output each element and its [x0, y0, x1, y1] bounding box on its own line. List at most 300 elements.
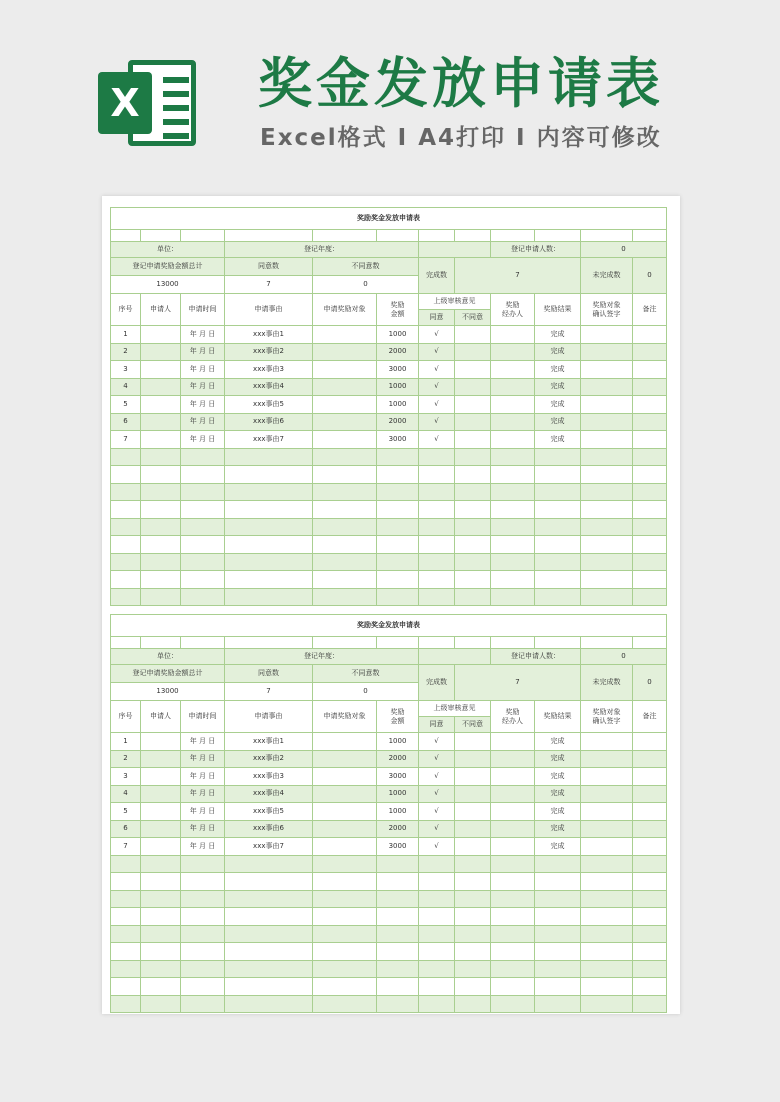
cell-time[interactable]: 年 月 日 — [181, 361, 225, 379]
cell-result[interactable]: 完成 — [535, 733, 581, 751]
cell-disagree[interactable] — [455, 995, 491, 1013]
cell-handler[interactable] — [491, 343, 535, 361]
cell-disagree[interactable] — [455, 483, 491, 501]
cell-no[interactable] — [111, 588, 141, 606]
cell-result[interactable] — [535, 995, 581, 1013]
cell-result[interactable] — [535, 908, 581, 926]
cell-amount[interactable]: 1000 — [377, 396, 419, 414]
cell-agree[interactable]: √ — [419, 820, 455, 838]
cell-result[interactable] — [535, 536, 581, 554]
cell-reason[interactable]: xxx事由2 — [225, 343, 313, 361]
cell-no[interactable] — [111, 536, 141, 554]
cell-result[interactable]: 完成 — [535, 361, 581, 379]
cell-no[interactable] — [111, 466, 141, 484]
cell-no[interactable]: 3 — [111, 768, 141, 786]
cell-agree[interactable]: √ — [419, 838, 455, 856]
cell-note[interactable] — [633, 553, 667, 571]
cell-no[interactable] — [111, 978, 141, 996]
cell-no[interactable]: 4 — [111, 785, 141, 803]
cell-agree[interactable] — [419, 855, 455, 873]
cell-time[interactable] — [181, 890, 225, 908]
cell-disagree[interactable] — [455, 536, 491, 554]
cell-disagree[interactable] — [455, 326, 491, 344]
cell-amount[interactable] — [377, 855, 419, 873]
cell-time[interactable]: 年 月 日 — [181, 785, 225, 803]
cell-result[interactable] — [535, 483, 581, 501]
cell-sign[interactable] — [581, 343, 633, 361]
cell-amount[interactable] — [377, 588, 419, 606]
cell-amount[interactable]: 2000 — [377, 820, 419, 838]
cell-target[interactable] — [313, 890, 377, 908]
cell-no[interactable] — [111, 960, 141, 978]
cell-amount[interactable] — [377, 536, 419, 554]
cell-handler[interactable] — [491, 571, 535, 589]
cell-agree[interactable]: √ — [419, 343, 455, 361]
cell-result[interactable]: 完成 — [535, 750, 581, 768]
cell-target[interactable] — [313, 588, 377, 606]
cell-amount[interactable]: 1000 — [377, 733, 419, 751]
cell-handler[interactable] — [491, 750, 535, 768]
cell-note[interactable] — [633, 890, 667, 908]
cell-disagree[interactable] — [455, 518, 491, 536]
cell-disagree[interactable] — [455, 820, 491, 838]
cell-applicant[interactable] — [141, 733, 181, 751]
cell-agree[interactable] — [419, 588, 455, 606]
cell-time[interactable]: 年 月 日 — [181, 413, 225, 431]
year-value[interactable] — [419, 242, 491, 258]
cell-applicant[interactable] — [141, 378, 181, 396]
cell-amount[interactable] — [377, 553, 419, 571]
cell-sign[interactable] — [581, 838, 633, 856]
cell-sign[interactable] — [581, 733, 633, 751]
cell-reason[interactable] — [225, 536, 313, 554]
cell-amount[interactable]: 1000 — [377, 785, 419, 803]
cell-time[interactable] — [181, 466, 225, 484]
cell-handler[interactable] — [491, 995, 535, 1013]
cell-sign[interactable] — [581, 431, 633, 449]
cell-no[interactable] — [111, 890, 141, 908]
cell-sign[interactable] — [581, 873, 633, 891]
cell-applicant[interactable] — [141, 785, 181, 803]
cell-disagree[interactable] — [455, 873, 491, 891]
cell-time[interactable] — [181, 978, 225, 996]
cell-handler[interactable] — [491, 960, 535, 978]
cell-sign[interactable] — [581, 960, 633, 978]
cell-amount[interactable] — [377, 501, 419, 519]
cell-reason[interactable] — [225, 943, 313, 961]
cell-reason[interactable] — [225, 873, 313, 891]
cell-time[interactable] — [181, 501, 225, 519]
cell-sign[interactable] — [581, 588, 633, 606]
cell-amount[interactable] — [377, 483, 419, 501]
cell-handler[interactable] — [491, 483, 535, 501]
cell-target[interactable] — [313, 396, 377, 414]
cell-sign[interactable] — [581, 326, 633, 344]
cell-agree[interactable] — [419, 448, 455, 466]
cell-agree[interactable] — [419, 466, 455, 484]
cell-amount[interactable] — [377, 925, 419, 943]
cell-time[interactable] — [181, 855, 225, 873]
cell-applicant[interactable] — [141, 855, 181, 873]
cell-no[interactable]: 2 — [111, 343, 141, 361]
cell-handler[interactable] — [491, 448, 535, 466]
cell-time[interactable]: 年 月 日 — [181, 396, 225, 414]
cell-disagree[interactable] — [455, 466, 491, 484]
cell-no[interactable]: 6 — [111, 413, 141, 431]
cell-disagree[interactable] — [455, 571, 491, 589]
cell-amount[interactable] — [377, 518, 419, 536]
cell-sign[interactable] — [581, 750, 633, 768]
cell-note[interactable] — [633, 588, 667, 606]
cell-applicant[interactable] — [141, 518, 181, 536]
cell-target[interactable] — [313, 995, 377, 1013]
cell-disagree[interactable] — [455, 908, 491, 926]
cell-time[interactable]: 年 月 日 — [181, 803, 225, 821]
cell-amount[interactable] — [377, 908, 419, 926]
cell-target[interactable] — [313, 378, 377, 396]
cell-note[interactable] — [633, 431, 667, 449]
cell-note[interactable] — [633, 838, 667, 856]
cell-time[interactable] — [181, 995, 225, 1013]
cell-agree[interactable] — [419, 518, 455, 536]
cell-sign[interactable] — [581, 785, 633, 803]
cell-note[interactable] — [633, 960, 667, 978]
cell-reason[interactable]: xxx事由6 — [225, 413, 313, 431]
cell-note[interactable] — [633, 536, 667, 554]
cell-agree[interactable]: √ — [419, 413, 455, 431]
cell-applicant[interactable] — [141, 768, 181, 786]
cell-handler[interactable] — [491, 873, 535, 891]
cell-note[interactable] — [633, 483, 667, 501]
cell-handler[interactable] — [491, 536, 535, 554]
cell-applicant[interactable] — [141, 326, 181, 344]
cell-target[interactable] — [313, 326, 377, 344]
cell-result[interactable]: 完成 — [535, 326, 581, 344]
cell-applicant[interactable] — [141, 925, 181, 943]
cell-no[interactable]: 2 — [111, 750, 141, 768]
cell-time[interactable]: 年 月 日 — [181, 326, 225, 344]
cell-handler[interactable] — [491, 978, 535, 996]
cell-result[interactable]: 完成 — [535, 413, 581, 431]
cell-handler[interactable] — [491, 855, 535, 873]
cell-sign[interactable] — [581, 978, 633, 996]
cell-result[interactable]: 完成 — [535, 431, 581, 449]
cell-reason[interactable]: xxx事由1 — [225, 326, 313, 344]
cell-agree[interactable]: √ — [419, 361, 455, 379]
cell-handler[interactable] — [491, 431, 535, 449]
cell-target[interactable] — [313, 483, 377, 501]
cell-reason[interactable]: xxx事由4 — [225, 785, 313, 803]
cell-handler[interactable] — [491, 361, 535, 379]
cell-disagree[interactable] — [455, 803, 491, 821]
cell-reason[interactable] — [225, 571, 313, 589]
cell-disagree[interactable] — [455, 501, 491, 519]
cell-target[interactable] — [313, 553, 377, 571]
cell-no[interactable] — [111, 943, 141, 961]
cell-time[interactable] — [181, 873, 225, 891]
cell-target[interactable] — [313, 518, 377, 536]
cell-applicant[interactable] — [141, 960, 181, 978]
cell-target[interactable] — [313, 960, 377, 978]
cell-handler[interactable] — [491, 803, 535, 821]
cell-time[interactable]: 年 月 日 — [181, 431, 225, 449]
cell-note[interactable] — [633, 750, 667, 768]
cell-reason[interactable] — [225, 960, 313, 978]
cell-note[interactable] — [633, 873, 667, 891]
cell-amount[interactable]: 3000 — [377, 838, 419, 856]
cell-applicant[interactable] — [141, 943, 181, 961]
cell-result[interactable] — [535, 553, 581, 571]
cell-applicant[interactable] — [141, 343, 181, 361]
cell-reason[interactable] — [225, 855, 313, 873]
cell-no[interactable]: 1 — [111, 733, 141, 751]
cell-disagree[interactable] — [455, 413, 491, 431]
cell-handler[interactable] — [491, 396, 535, 414]
cell-no[interactable] — [111, 571, 141, 589]
cell-sign[interactable] — [581, 925, 633, 943]
cell-target[interactable] — [313, 908, 377, 926]
cell-disagree[interactable] — [455, 588, 491, 606]
cell-sign[interactable] — [581, 820, 633, 838]
cell-agree[interactable] — [419, 536, 455, 554]
cell-note[interactable] — [633, 995, 667, 1013]
cell-reason[interactable] — [225, 978, 313, 996]
cell-disagree[interactable] — [455, 838, 491, 856]
cell-disagree[interactable] — [455, 925, 491, 943]
cell-handler[interactable] — [491, 378, 535, 396]
cell-no[interactable]: 6 — [111, 820, 141, 838]
cell-note[interactable] — [633, 785, 667, 803]
cell-amount[interactable] — [377, 571, 419, 589]
cell-time[interactable]: 年 月 日 — [181, 838, 225, 856]
cell-disagree[interactable] — [455, 890, 491, 908]
cell-amount[interactable] — [377, 978, 419, 996]
cell-agree[interactable] — [419, 925, 455, 943]
cell-note[interactable] — [633, 768, 667, 786]
cell-agree[interactable] — [419, 483, 455, 501]
cell-time[interactable]: 年 月 日 — [181, 750, 225, 768]
cell-disagree[interactable] — [455, 343, 491, 361]
cell-target[interactable] — [313, 978, 377, 996]
cell-agree[interactable] — [419, 960, 455, 978]
cell-disagree[interactable] — [455, 378, 491, 396]
cell-time[interactable]: 年 月 日 — [181, 768, 225, 786]
cell-disagree[interactable] — [455, 553, 491, 571]
cell-applicant[interactable] — [141, 483, 181, 501]
cell-amount[interactable] — [377, 995, 419, 1013]
cell-handler[interactable] — [491, 466, 535, 484]
cell-no[interactable] — [111, 908, 141, 926]
cell-sign[interactable] — [581, 361, 633, 379]
cell-target[interactable] — [313, 733, 377, 751]
cell-target[interactable] — [313, 768, 377, 786]
cell-target[interactable] — [313, 448, 377, 466]
cell-reason[interactable] — [225, 448, 313, 466]
cell-result[interactable]: 完成 — [535, 838, 581, 856]
cell-no[interactable]: 5 — [111, 396, 141, 414]
cell-agree[interactable] — [419, 553, 455, 571]
cell-reason[interactable]: xxx事由1 — [225, 733, 313, 751]
cell-agree[interactable] — [419, 873, 455, 891]
cell-sign[interactable] — [581, 768, 633, 786]
cell-applicant[interactable] — [141, 431, 181, 449]
cell-result[interactable] — [535, 943, 581, 961]
cell-reason[interactable] — [225, 588, 313, 606]
cell-note[interactable] — [633, 326, 667, 344]
cell-result[interactable]: 完成 — [535, 378, 581, 396]
cell-time[interactable]: 年 月 日 — [181, 733, 225, 751]
cell-time[interactable] — [181, 588, 225, 606]
cell-handler[interactable] — [491, 553, 535, 571]
cell-no[interactable] — [111, 925, 141, 943]
cell-note[interactable] — [633, 378, 667, 396]
cell-applicant[interactable] — [141, 361, 181, 379]
cell-note[interactable] — [633, 978, 667, 996]
cell-target[interactable] — [313, 943, 377, 961]
cell-note[interactable] — [633, 466, 667, 484]
cell-disagree[interactable] — [455, 960, 491, 978]
cell-sign[interactable] — [581, 466, 633, 484]
cell-result[interactable] — [535, 873, 581, 891]
cell-agree[interactable]: √ — [419, 768, 455, 786]
cell-agree[interactable] — [419, 571, 455, 589]
cell-note[interactable] — [633, 943, 667, 961]
cell-time[interactable]: 年 月 日 — [181, 820, 225, 838]
cell-disagree[interactable] — [455, 855, 491, 873]
cell-agree[interactable] — [419, 501, 455, 519]
cell-agree[interactable]: √ — [419, 378, 455, 396]
cell-time[interactable] — [181, 483, 225, 501]
cell-time[interactable] — [181, 960, 225, 978]
cell-no[interactable] — [111, 483, 141, 501]
cell-applicant[interactable] — [141, 396, 181, 414]
cell-result[interactable] — [535, 890, 581, 908]
cell-target[interactable] — [313, 925, 377, 943]
cell-amount[interactable] — [377, 873, 419, 891]
cell-handler[interactable] — [491, 413, 535, 431]
cell-applicant[interactable] — [141, 995, 181, 1013]
cell-sign[interactable] — [581, 448, 633, 466]
cell-applicant[interactable] — [141, 501, 181, 519]
cell-disagree[interactable] — [455, 733, 491, 751]
cell-time[interactable] — [181, 925, 225, 943]
cell-applicant[interactable] — [141, 553, 181, 571]
cell-handler[interactable] — [491, 785, 535, 803]
cell-sign[interactable] — [581, 483, 633, 501]
cell-reason[interactable] — [225, 925, 313, 943]
cell-target[interactable] — [313, 536, 377, 554]
cell-disagree[interactable] — [455, 768, 491, 786]
cell-agree[interactable]: √ — [419, 803, 455, 821]
cell-result[interactable] — [535, 448, 581, 466]
cell-amount[interactable]: 2000 — [377, 750, 419, 768]
cell-disagree[interactable] — [455, 396, 491, 414]
cell-disagree[interactable] — [455, 448, 491, 466]
cell-amount[interactable]: 1000 — [377, 378, 419, 396]
cell-reason[interactable] — [225, 553, 313, 571]
cell-handler[interactable] — [491, 838, 535, 856]
cell-applicant[interactable] — [141, 890, 181, 908]
cell-disagree[interactable] — [455, 943, 491, 961]
cell-sign[interactable] — [581, 571, 633, 589]
cell-agree[interactable]: √ — [419, 785, 455, 803]
cell-applicant[interactable] — [141, 413, 181, 431]
cell-reason[interactable]: xxx事由5 — [225, 803, 313, 821]
cell-agree[interactable]: √ — [419, 431, 455, 449]
cell-amount[interactable]: 2000 — [377, 413, 419, 431]
cell-reason[interactable]: xxx事由7 — [225, 431, 313, 449]
cell-no[interactable] — [111, 553, 141, 571]
cell-applicant[interactable] — [141, 536, 181, 554]
cell-reason[interactable]: xxx事由3 — [225, 768, 313, 786]
cell-target[interactable] — [313, 820, 377, 838]
cell-result[interactable]: 完成 — [535, 785, 581, 803]
cell-time[interactable] — [181, 943, 225, 961]
cell-applicant[interactable] — [141, 978, 181, 996]
cell-amount[interactable] — [377, 466, 419, 484]
cell-target[interactable] — [313, 501, 377, 519]
cell-note[interactable] — [633, 518, 667, 536]
cell-time[interactable] — [181, 448, 225, 466]
cell-applicant[interactable] — [141, 908, 181, 926]
cell-agree[interactable]: √ — [419, 396, 455, 414]
cell-amount[interactable]: 3000 — [377, 361, 419, 379]
cell-handler[interactable] — [491, 588, 535, 606]
cell-time[interactable] — [181, 908, 225, 926]
cell-time[interactable] — [181, 571, 225, 589]
cell-applicant[interactable] — [141, 750, 181, 768]
cell-sign[interactable] — [581, 908, 633, 926]
cell-reason[interactable]: xxx事由5 — [225, 396, 313, 414]
cell-note[interactable] — [633, 361, 667, 379]
cell-applicant[interactable] — [141, 873, 181, 891]
cell-target[interactable] — [313, 571, 377, 589]
cell-target[interactable] — [313, 803, 377, 821]
cell-sign[interactable] — [581, 413, 633, 431]
cell-note[interactable] — [633, 925, 667, 943]
cell-reason[interactable] — [225, 518, 313, 536]
cell-time[interactable]: 年 月 日 — [181, 343, 225, 361]
cell-sign[interactable] — [581, 553, 633, 571]
cell-result[interactable] — [535, 501, 581, 519]
cell-disagree[interactable] — [455, 978, 491, 996]
cell-handler[interactable] — [491, 518, 535, 536]
cell-agree[interactable]: √ — [419, 733, 455, 751]
cell-target[interactable] — [313, 343, 377, 361]
cell-amount[interactable]: 2000 — [377, 343, 419, 361]
cell-note[interactable] — [633, 501, 667, 519]
cell-sign[interactable] — [581, 396, 633, 414]
cell-applicant[interactable] — [141, 448, 181, 466]
cell-result[interactable] — [535, 518, 581, 536]
cell-reason[interactable]: xxx事由3 — [225, 361, 313, 379]
cell-result[interactable] — [535, 855, 581, 873]
cell-handler[interactable] — [491, 925, 535, 943]
cell-sign[interactable] — [581, 995, 633, 1013]
cell-note[interactable] — [633, 571, 667, 589]
cell-agree[interactable]: √ — [419, 750, 455, 768]
cell-reason[interactable] — [225, 483, 313, 501]
cell-amount[interactable] — [377, 960, 419, 978]
cell-result[interactable]: 完成 — [535, 768, 581, 786]
cell-sign[interactable] — [581, 890, 633, 908]
cell-applicant[interactable] — [141, 466, 181, 484]
cell-applicant[interactable] — [141, 571, 181, 589]
cell-handler[interactable] — [491, 768, 535, 786]
cell-reason[interactable] — [225, 466, 313, 484]
cell-applicant[interactable] — [141, 838, 181, 856]
cell-result[interactable]: 完成 — [535, 803, 581, 821]
